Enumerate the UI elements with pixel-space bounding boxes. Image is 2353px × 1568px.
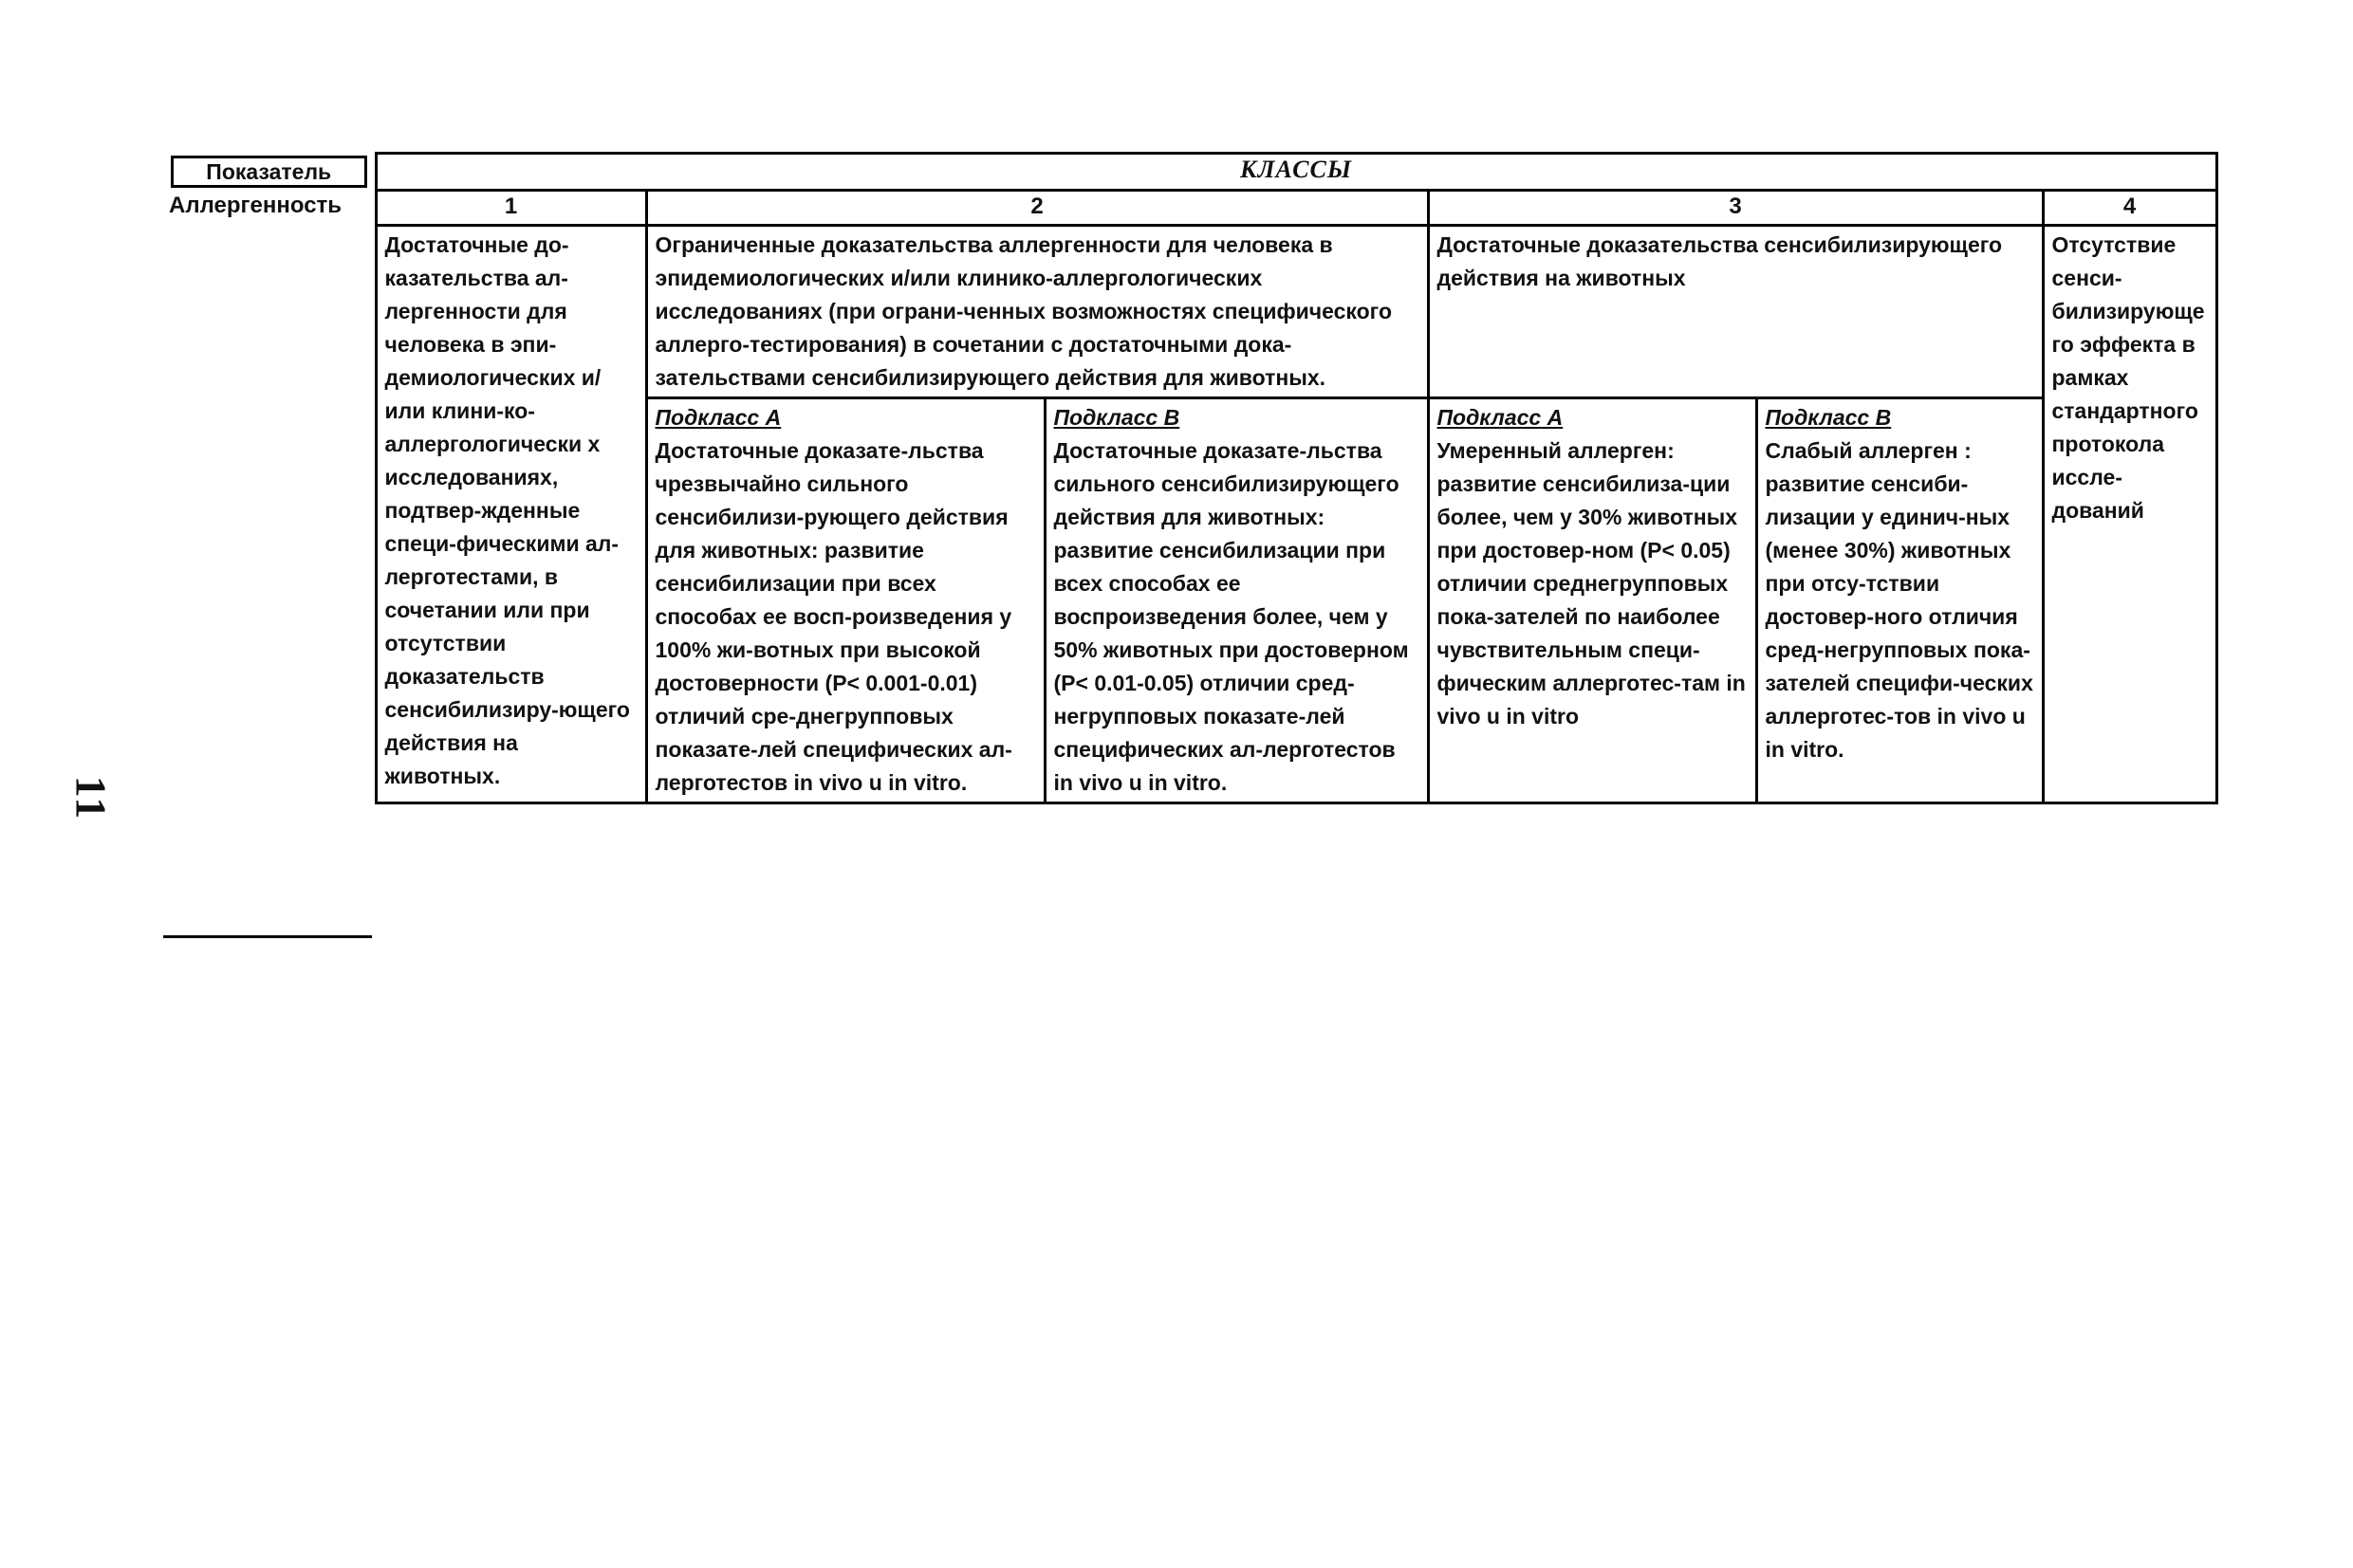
table-bottom-rule	[163, 935, 372, 938]
class-3-subclass-b-title: Подкласс В	[1765, 405, 1892, 430]
row-label-spacer	[163, 226, 376, 803]
class-number-3: 3	[1428, 191, 2043, 226]
indicator-header-cell	[163, 154, 376, 191]
class-3-subclass-a-title: Подкласс А	[1436, 405, 1564, 430]
class-1-description: Достаточные до-казательства ал-лергенности для человека в эпи-демиологических и/или клини-ко-аллергологически х исследованиях, подтвер-жденные специ-фическими ал-лерготестами, в сочетании или при отсутствии доказательств сенсибилизиру-ющего действия на животных.	[376, 226, 646, 803]
class-3-subclass-a-text: Умеренный аллерген: развитие сенсибилиза-ции более, чем у 30% животных при достовер-ном (P< 0.05) отличии среднегрупповых пока-зателей по наиболее чувствительным специ-фическим аллерготес-там in vivo u in vitro	[1436, 438, 1746, 729]
class-3-subclass-a	[1428, 398, 1756, 803]
class-number-4: 4	[2043, 191, 2216, 226]
class-4-description: Отсутствие сенси-билизирующего эффекта в рамках стандартного протокола иссле-дований	[2043, 226, 2216, 803]
class-number-1: 1	[376, 191, 646, 226]
classes-header: КЛАССЫ	[376, 154, 2216, 191]
class-2-subclass-b-title: Подкласс В	[1053, 405, 1180, 430]
class-3-subclass-b	[1756, 398, 2043, 803]
row-label-allergenicity: Аллергенность	[169, 192, 343, 218]
class-number-2: 2	[646, 191, 1428, 226]
class-2-subclass-a-title: Подкласс А	[655, 405, 782, 430]
class-2-subclass-b-text: Достаточные доказате-льства сильного сенсибилизирующего действия для животных: развитие сенсибилизации при всех способах ее воспроизведения более, чем у 50% животных при достоверном (P< 0.01-0.05) отличии сред-негрупповых показате-лей специфических ал-лерготестов in vivo u in vitro.	[1053, 438, 1409, 795]
class-3-description: Достаточные доказательства сенсибилизирующего действия на животных	[1428, 226, 2043, 398]
page-number: 11	[66, 775, 116, 821]
allergenicity-classes-table	[163, 152, 2218, 804]
indicator-header: Показатель	[171, 156, 367, 188]
class-2-subclass-a-text: Достаточные доказате-льства чрезвычайно сильного сенсибилизи-рующего действия для животных: развитие сенсибилизации при всех способах ее восп-роизведения у 100% жи-вотных при высокой достоверности (P< 0.001-0.01) отличий сре-днегрупповых показате-лей специфических ал-лерготестов in vivo u in vitro.	[655, 438, 1012, 795]
class-2-subclass-a	[646, 398, 1045, 803]
class-3-subclass-b-text: Слабый аллерген : развитие сенсиби-лизации у единич-ных (менее 30%) животных при отсу-тствии достовер-ного отличия сред-негрупповых пока-зателей специфи-ческих аллерготес-тов in vivo u in vitro.	[1765, 438, 2033, 762]
class-2-subclass-b	[1045, 398, 1428, 803]
class-2-description: Ограниченные доказательства аллергенности для человека в эпидемиологических и/или клинико-аллергологических исследованиях (при ограни-ченных возможностях специфического аллерго-тестирования) в сочетании с достаточными дока-зательствами сенсибилизирующего действия для животных.	[646, 226, 1428, 398]
